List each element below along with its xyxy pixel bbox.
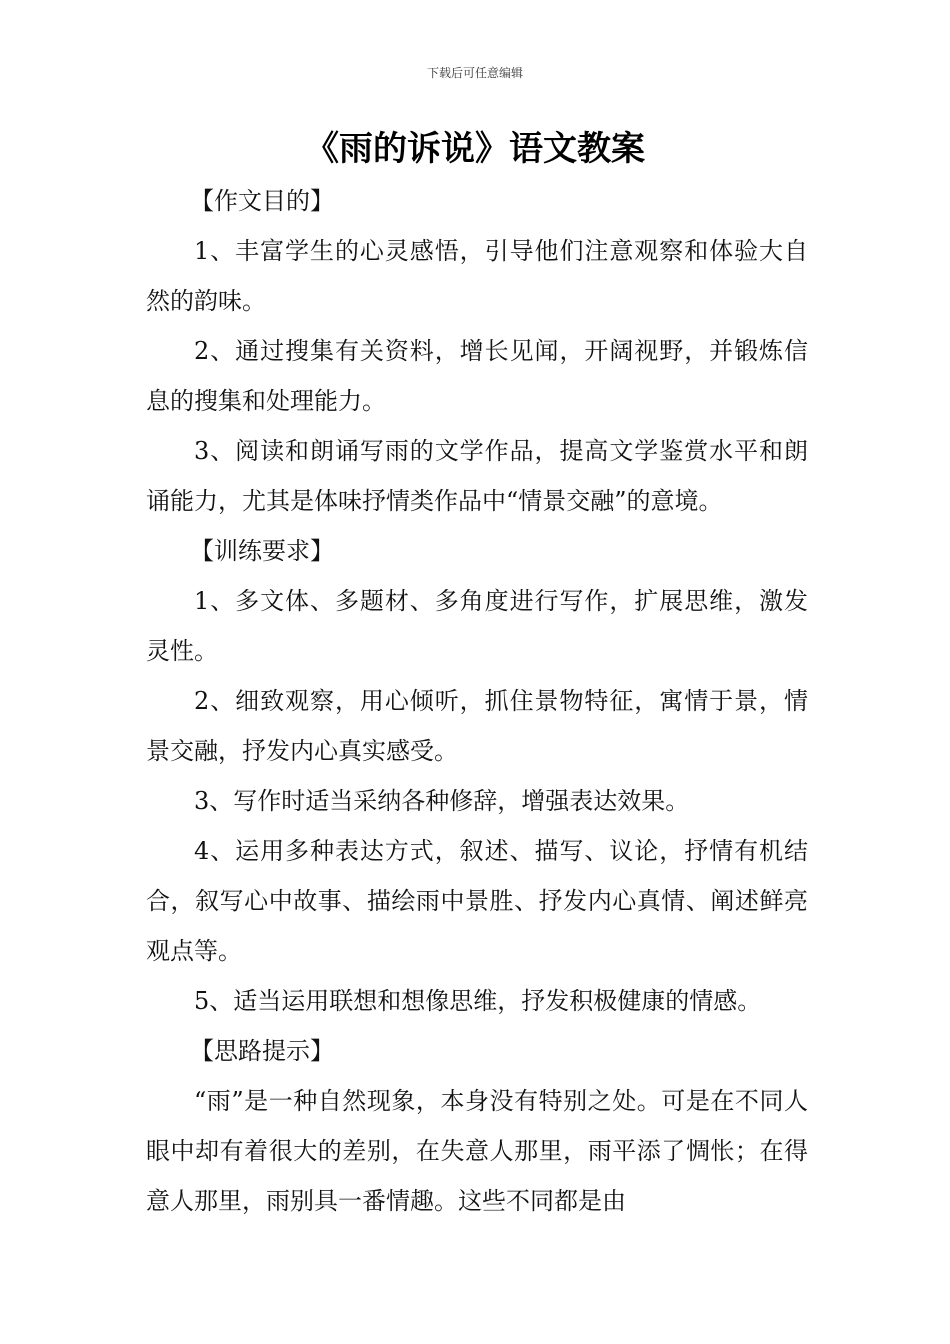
paragraph: 2、细致观察，用心倾听，抓住景物特征，寓情于景，情景交融，抒发内心真实感受。 (146, 687, 808, 765)
paragraph: “雨”是一种自然现象，本身没有特别之处。可是在不同人眼中却有着很大的差别，在失意人那里，雨平添了惆怅；在得意人那里，雨别具一番情趣。这些不同都是由 (146, 1087, 808, 1215)
section-ideas (146, 1026, 808, 1226)
paragraph: 4、运用多种表达方式，叙述、描写、议论，抒情有机结合，叙写心中故事、描绘雨中景胜、抒发内心真情、阐述鲜亮观点等。 (146, 837, 808, 965)
page-header-note: 下载后可任意编辑 (426, 66, 523, 80)
section-heading: 【训练要求】 (190, 537, 334, 565)
section-heading: 【思路提示】 (190, 1037, 334, 1065)
paragraph: 1、多文体、多题材、多角度进行写作，扩展思维，激发灵性。 (146, 587, 808, 665)
paragraph: 5、适当运用联想和想像思维，抒发积极健康的情感。 (194, 987, 762, 1015)
document-title: 《雨的诉说》语文教案 (305, 129, 645, 169)
section-requirements (146, 526, 808, 1026)
paragraph: 3、阅读和朗诵写雨的文学作品，提高文学鉴赏水平和朗诵能力，尤其是体味抒情类作品中“情景交融”的意境。 (146, 437, 808, 515)
paragraph: 2、通过搜集有关资料，增长见闻，开阔视野，并锻炼信息的搜集和处理能力。 (146, 337, 808, 415)
paragraph: 1、丰富学生的心灵感悟，引导他们注意观察和体验大自然的韵味。 (146, 237, 808, 315)
document-body (146, 176, 808, 1226)
section-purpose (146, 176, 808, 526)
section-heading: 【作文目的】 (190, 187, 334, 215)
paragraph: 3、写作时适当采纳各种修辞，增强表达效果。 (194, 787, 690, 815)
